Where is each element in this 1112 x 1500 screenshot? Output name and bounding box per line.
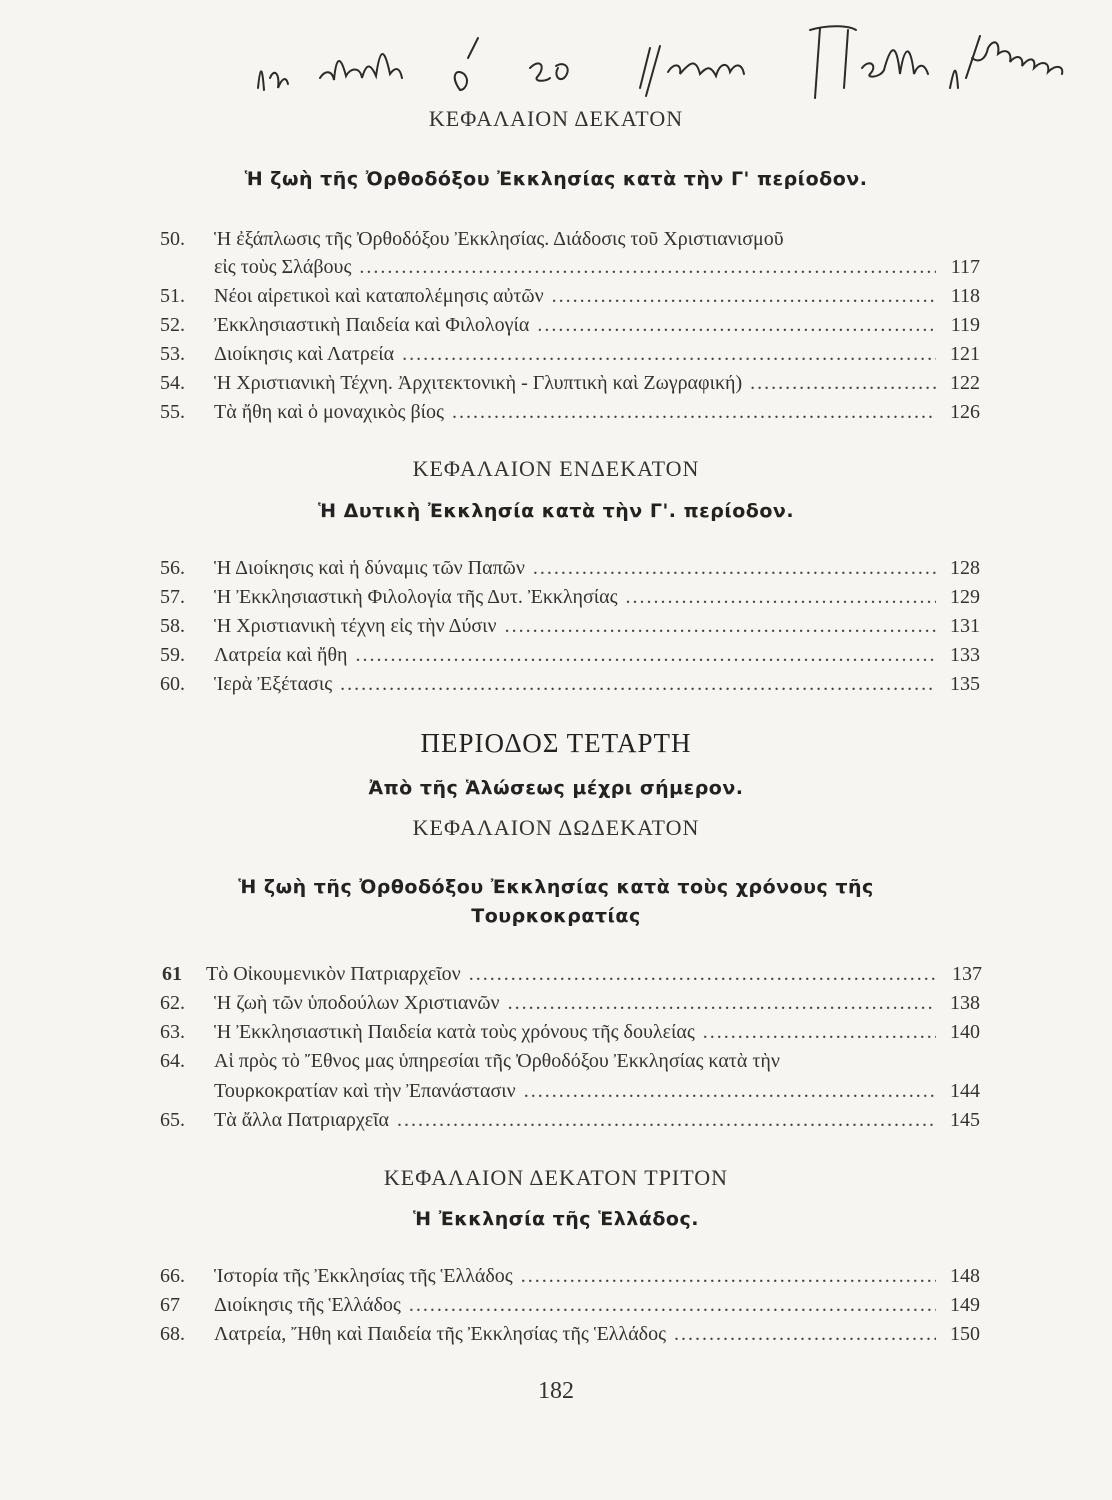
toc-entry-50-cont [214, 256, 980, 284]
handwritten-annotation [250, 18, 1090, 108]
leader-dots [397, 1109, 936, 1132]
entry-page: 140 [950, 1021, 980, 1043]
entry-page: 117 [950, 256, 980, 278]
entry-page: 126 [950, 401, 980, 423]
toc-entry-58 [160, 615, 980, 643]
entry-title: Λατρεία καὶ ἤθη [214, 644, 348, 666]
toc-entry-52 [160, 314, 980, 342]
entry-title: Τὸ Οἰκουμενικὸν Πατριαρχεῖον [206, 963, 461, 985]
entry-number: 59. [160, 644, 185, 666]
chapter-12-subtitle-line1: Ἡ ζωὴ τῆς Ὀρθοδόξου Ἐκκλησίας κατὰ τοὺς χρόνους τῆς [238, 876, 874, 898]
toc-entry-55 [160, 401, 980, 429]
entry-title: Ἡ ζωὴ τῶν ὑποδούλων Χριστιανῶν [214, 992, 500, 1014]
entry-page: 129 [950, 586, 980, 608]
toc-entry-62 [160, 992, 980, 1020]
entry-page: 128 [950, 557, 980, 579]
entry-number: 54. [160, 372, 185, 394]
leader-dots [521, 1265, 936, 1288]
entry-number: 61 [162, 963, 182, 985]
entry-number: 55. [160, 401, 185, 423]
entry-page: 145 [950, 1109, 980, 1131]
entry-number: 57. [160, 586, 185, 608]
toc-entry-68 [160, 1323, 980, 1351]
toc-entry-50 [160, 228, 980, 256]
chapter-13-heading: ΚΕΦΑΛΑΙΟΝ ΔΕΚΑΤΟΝ ΤΡΙΤΟΝ [383, 1165, 729, 1190]
leader-dots [356, 644, 936, 667]
toc-entry-51 [160, 285, 980, 313]
leader-dots [508, 992, 936, 1015]
entry-title: Ἡ ἐξάπλωσις τῆς Ὀρθοδόξου Ἐκκλησίας. Διάδοσις τοῦ Χριστιανισμοῦ [214, 228, 784, 250]
entry-page: 131 [950, 615, 980, 637]
entry-page: 138 [950, 992, 980, 1014]
entry-number: 65. [160, 1109, 185, 1131]
leader-dots [552, 285, 936, 308]
entry-page: 150 [950, 1323, 980, 1345]
entry-page: 121 [950, 343, 980, 365]
period-4-heading: ΠΕΡΙΟΔΟΣ ΤΕΤΑΡΤΗ [420, 728, 692, 758]
entry-page: 118 [950, 285, 980, 307]
entry-number: 62. [160, 992, 185, 1014]
chapter-12-heading: ΚΕΦΑΛΑΙΟΝ ΔΩΔΕΚΑΤΟΝ [412, 815, 700, 840]
entry-page: 119 [950, 314, 980, 336]
entry-title: Νέοι αἱρετικοὶ καὶ καταπολέμησις αὐτῶν [214, 285, 544, 307]
toc-entry-59 [160, 644, 980, 672]
leader-dots [402, 343, 936, 366]
entry-number: 64. [160, 1050, 185, 1072]
leader-dots [359, 256, 936, 279]
leader-dots [340, 673, 936, 696]
toc-entry-63 [160, 1021, 980, 1049]
entry-title-continuation: εἰς τοὺς Σλάβους [214, 256, 352, 278]
page-number: 182 [538, 1378, 574, 1404]
leader-dots [409, 1294, 936, 1317]
handwriting-icon [250, 18, 1090, 108]
leader-dots [626, 586, 936, 609]
chapter-10-subtitle: Ἡ ζωὴ τῆς Ὀρθοδόξου Ἐκκλησίας κατὰ τὴν Γ' περίοδον. [244, 168, 868, 190]
entry-number: 67 [160, 1294, 180, 1316]
leader-dots [703, 1021, 936, 1044]
toc-entry-61 [162, 963, 982, 991]
toc-entry-57 [160, 586, 980, 614]
entry-number: 66. [160, 1265, 185, 1287]
toc-entry-64 [160, 1050, 980, 1078]
entry-number: 58. [160, 615, 185, 637]
entry-title: Ἡ Ἐκκλησιαστικὴ Φιλολογία τῆς Δυτ. Ἐκκλησίας [214, 586, 618, 608]
entry-number: 50. [160, 228, 185, 250]
entry-title: Ἡ Χριστιανικὴ Τέχνη. Ἀρχιτεκτονικὴ - Γλυπτικὴ καὶ Ζωγραφική) [214, 372, 743, 394]
toc-entry-54 [160, 372, 980, 400]
entry-number: 51. [160, 285, 185, 307]
entry-title: Ἡ Χριστιανικὴ τέχνη εἰς τὴν Δύσιν [214, 615, 497, 637]
entry-page: 144 [950, 1080, 980, 1102]
entry-title: Αἱ πρὸς τὸ Ἔθνος μας ὑπηρεσίαι τῆς Ὀρθοδόξου Ἐκκλησίας κατὰ τὴν [214, 1050, 780, 1072]
toc-entry-53 [160, 343, 980, 371]
chapter-11-subtitle: Ἡ Δυτικὴ Ἐκκλησία κατὰ τὴν Γ'. περίοδον. [317, 500, 795, 522]
leader-dots [469, 963, 938, 986]
entry-number: 52. [160, 314, 185, 336]
leader-dots [505, 615, 936, 638]
entry-title-continuation: Τουρκοκρατίαν καὶ τὴν Ἐπανάστασιν [214, 1080, 516, 1102]
chapter-11-heading: ΚΕΦΑΛΑΙΟΝ ΕΝΔΕΚΑΤΟΝ [412, 456, 700, 481]
entry-title: Ἱερὰ Ἐξέτασις [214, 673, 333, 695]
chapter-10-heading: ΚΕΦΑΛΑΙΟΝ ΔΕΚΑΤΟΝ [428, 106, 684, 131]
entry-title: Ἡ Διοίκησις καὶ ἡ δύναμις τῶν Παπῶν [214, 557, 525, 579]
toc-entry-64-cont [214, 1080, 980, 1108]
chapter-13-subtitle: Ἡ Ἐκκλησία τῆς Ἑλλάδος. [413, 1208, 699, 1230]
entry-number: 60. [160, 673, 185, 695]
toc-entry-56 [160, 557, 980, 585]
leader-dots [537, 314, 936, 337]
chapter-12-subtitle-line2: Τουρκοκρατίας [471, 905, 641, 927]
leader-dots [750, 372, 936, 395]
toc-entry-60 [160, 673, 980, 701]
entry-number: 68. [160, 1323, 185, 1345]
entry-number: 56. [160, 557, 185, 579]
period-4-subtitle: Ἀπὸ τῆς Ἁλώσεως μέχρι σήμερον. [368, 777, 744, 799]
entry-title: Λατρεία, Ἤθη καὶ Παιδεία τῆς Ἐκκλησίας τῆς Ἑλλάδος [214, 1323, 667, 1345]
entry-page: 137 [952, 963, 982, 985]
entry-title: Διοίκησις καὶ Λατρεία [214, 343, 395, 365]
entry-number: 63. [160, 1021, 185, 1043]
entry-title: Τὰ ἄλλα Πατριαρχεῖα [214, 1109, 389, 1131]
leader-dots [533, 557, 936, 580]
entry-title: Ἱστορία τῆς Ἐκκλησίας τῆς Ἑλλάδος [214, 1265, 513, 1287]
entry-page: 133 [950, 644, 980, 666]
toc-entry-67 [160, 1294, 980, 1322]
entry-page: 148 [950, 1265, 980, 1287]
entry-page: 149 [950, 1294, 980, 1316]
entry-page: 122 [950, 372, 980, 394]
entry-title: Τὰ ἤθη καὶ ὁ μοναχικὸς βίος [214, 401, 444, 423]
toc-entry-65 [160, 1109, 980, 1137]
leader-dots [674, 1323, 936, 1346]
toc-entry-66 [160, 1265, 980, 1293]
leader-dots [452, 401, 936, 424]
entry-page: 135 [950, 673, 980, 695]
entry-title: Διοίκησις τῆς Ἑλλάδος [214, 1294, 401, 1316]
entry-number: 53. [160, 343, 185, 365]
leader-dots [524, 1080, 936, 1103]
entry-title: Ἐκκλησιαστικὴ Παιδεία καὶ Φιλολογία [214, 314, 530, 336]
entry-title: Ἡ Ἐκκλησιαστικὴ Παιδεία κατὰ τοὺς χρόνους τῆς δουλείας [214, 1021, 695, 1043]
